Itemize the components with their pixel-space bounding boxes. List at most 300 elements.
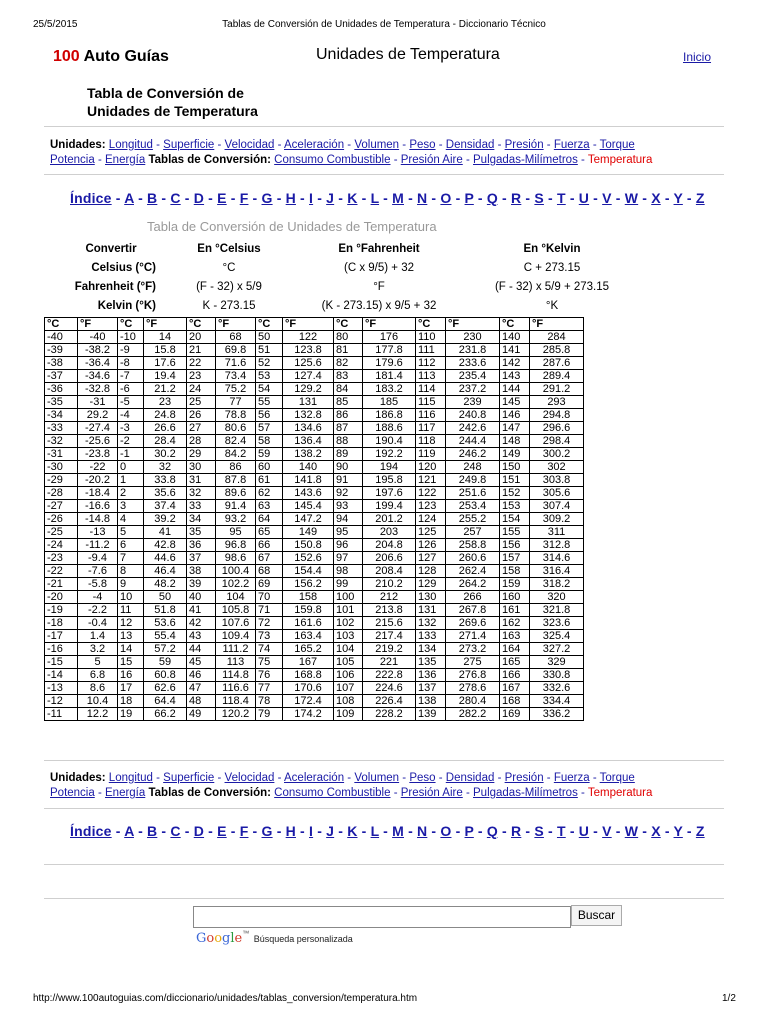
column-header: °C — [45, 318, 78, 331]
table-cell: 294.8 — [530, 409, 584, 422]
table-cell: 145 — [500, 396, 530, 409]
table-cell: 152.6 — [283, 552, 334, 565]
unit-link[interactable]: Densidad — [445, 139, 495, 151]
letter-link[interactable]: O — [440, 190, 452, 206]
table-cell: 2 — [118, 487, 144, 500]
separator: - — [565, 823, 579, 839]
formula-row — [66, 258, 648, 277]
table-row — [45, 526, 584, 539]
table-cell: 255.2 — [446, 513, 500, 526]
table-cell: -36 — [45, 383, 78, 396]
table-cell: 30 — [187, 461, 216, 474]
table-cell: 88 — [334, 435, 363, 448]
letter-link[interactable]: D — [193, 190, 205, 206]
formula-cell: (F - 32) x 5/9 + 273.15 — [494, 280, 610, 293]
letter-link[interactable]: W — [624, 190, 639, 206]
table-cell: 183.2 — [363, 383, 416, 396]
table-cell: 97 — [334, 552, 363, 565]
separator: - — [577, 787, 588, 799]
search-input[interactable] — [193, 906, 571, 928]
table-cell: 314.6 — [530, 552, 584, 565]
separator: - — [152, 139, 164, 151]
print-url: http://www.100autoguias.com/diccionario/unidades/tablas_conversion/temperatura.htm — [33, 993, 418, 1004]
separator: - — [272, 190, 286, 206]
letter-link[interactable]: N — [417, 823, 428, 839]
letter-link[interactable]: J — [326, 823, 335, 839]
table-cell: 87.8 — [216, 474, 256, 487]
tm-mark: ™ — [242, 930, 250, 938]
table-link[interactable]: Presión Aire — [400, 154, 463, 166]
table-cell: 34 — [187, 513, 216, 526]
table-cell: 106 — [334, 669, 363, 682]
unit-link[interactable]: Peso — [409, 772, 436, 784]
table-cell: 12 — [118, 617, 144, 630]
table-cell: 142 — [500, 357, 530, 370]
separator: - — [248, 190, 262, 206]
table-cell: 75.2 — [216, 383, 256, 396]
separator: - — [451, 823, 465, 839]
letter-link[interactable]: M — [392, 823, 404, 839]
separator: - — [94, 787, 105, 799]
unit-link[interactable]: Torque — [599, 772, 635, 784]
table-cell: 137 — [416, 682, 446, 695]
letter-link[interactable]: X — [651, 823, 661, 839]
table-cell: 29 — [187, 448, 216, 461]
table-cell: 6.8 — [78, 669, 118, 682]
letter-link[interactable]: V — [602, 190, 612, 206]
table-row — [45, 656, 584, 669]
table-cell: 100 — [334, 591, 363, 604]
table-cell: 140 — [283, 461, 334, 474]
separator: - — [435, 139, 446, 151]
alphabet-nav-bottom — [70, 823, 705, 839]
table-cell: 15.8 — [144, 344, 187, 357]
table-cell: 291.2 — [530, 383, 584, 396]
table-cell: -0.4 — [78, 617, 118, 630]
separator: - — [473, 190, 487, 206]
formula-cell: (C x 9/5) + 32 — [344, 261, 414, 274]
separator: - — [403, 823, 418, 839]
formula-cell: Fahrenheit (°F) — [74, 280, 156, 293]
index-link[interactable]: Índice — [70, 190, 112, 206]
table-cell: 68 — [216, 331, 256, 344]
table-cell: 103 — [334, 630, 363, 643]
unit-link[interactable]: Superficie — [163, 139, 215, 151]
table-cell: 136.4 — [283, 435, 334, 448]
table-cell: 179.6 — [363, 357, 416, 370]
letter-link[interactable]: E — [217, 190, 227, 206]
table-row — [45, 448, 584, 461]
table-cell: 107 — [334, 682, 363, 695]
unit-link[interactable]: Aceleración — [284, 139, 345, 151]
unit-link[interactable]: Presión — [504, 772, 544, 784]
units-nav-top — [50, 138, 730, 168]
separator: - — [462, 787, 473, 799]
table-cell: 239 — [446, 396, 500, 409]
letter-link[interactable]: I — [309, 190, 314, 206]
letter-link[interactable]: H — [285, 190, 296, 206]
table-cell: 66 — [256, 539, 283, 552]
letter-link[interactable]: Q — [486, 823, 498, 839]
table-link[interactable]: Consumo Combustible — [274, 154, 391, 166]
unit-link[interactable]: Longitud — [108, 772, 153, 784]
unit-link[interactable]: Longitud — [108, 139, 153, 151]
column-header: °F — [446, 318, 500, 331]
table-cell: -11.2 — [78, 539, 118, 552]
separator: - — [379, 823, 393, 839]
table-cell: 316.4 — [530, 565, 584, 578]
table-cell: 11 — [118, 604, 144, 617]
print-date: 25/5/2015 — [33, 19, 78, 30]
unit-link[interactable]: Fuerza — [553, 772, 590, 784]
separator: - — [152, 772, 164, 784]
table-cell: -14 — [45, 669, 78, 682]
letter-link[interactable]: Y — [673, 190, 683, 206]
letter-link[interactable]: J — [326, 190, 335, 206]
home-link[interactable]: Inicio — [683, 50, 712, 64]
unit-link[interactable]: Volumen — [354, 139, 400, 151]
separator: - — [133, 190, 148, 206]
table-cell: 147.2 — [283, 513, 334, 526]
table-cell: 122 — [416, 487, 446, 500]
table-cell: 1.4 — [78, 630, 118, 643]
letter-link[interactable]: Z — [695, 823, 705, 839]
table-cell: 17 — [118, 682, 144, 695]
table-cell: 237.2 — [446, 383, 500, 396]
letter-link[interactable]: U — [578, 823, 590, 839]
table-cell: -26 — [45, 513, 78, 526]
letter-link[interactable]: L — [370, 823, 380, 839]
letter-link[interactable]: F — [239, 823, 249, 839]
section-heading — [87, 84, 258, 120]
letter-link[interactable]: E — [217, 823, 227, 839]
table-cell: 158 — [283, 591, 334, 604]
table-cell: 94 — [334, 513, 363, 526]
table-cell: 5 — [118, 526, 144, 539]
table-cell: 70 — [256, 591, 283, 604]
formula-header-cell: En °Fahrenheit — [338, 242, 420, 255]
separator: - — [589, 772, 600, 784]
separator: - — [180, 823, 194, 839]
table-row — [45, 630, 584, 643]
unit-link[interactable]: Velocidad — [224, 772, 275, 784]
separator: - — [214, 139, 225, 151]
letter-link[interactable]: I — [309, 823, 314, 839]
table-cell: 327.2 — [530, 643, 584, 656]
table-cell: 89 — [334, 448, 363, 461]
formula-cell: °F — [373, 280, 385, 293]
table-cell: 9 — [118, 578, 144, 591]
table-cell: 156 — [500, 539, 530, 552]
table-cell: 35 — [187, 526, 216, 539]
column-header: °C — [118, 318, 144, 331]
table-link[interactable]: Consumo Combustible — [274, 787, 391, 799]
table-cell: 30.2 — [144, 448, 187, 461]
custom-search-label: Búsqueda personalizada — [253, 934, 353, 944]
table-row — [45, 643, 584, 656]
table-cell: 8.6 — [78, 682, 118, 695]
table-cell: 123 — [416, 500, 446, 513]
table-cell: 41 — [144, 526, 187, 539]
table-cell: -22 — [45, 565, 78, 578]
table-cell: 302 — [530, 461, 584, 474]
table-cell: 129 — [416, 578, 446, 591]
table-cell: -9 — [118, 344, 144, 357]
letter-link[interactable]: L — [370, 190, 380, 206]
table-cell: 83 — [334, 370, 363, 383]
table-cell: 39.2 — [144, 513, 187, 526]
letter-link[interactable]: P — [464, 190, 474, 206]
table-cell: -34.6 — [78, 370, 118, 383]
letter-link[interactable]: N — [417, 190, 428, 206]
separator: - — [638, 190, 652, 206]
table-row — [45, 708, 584, 721]
letter-link[interactable]: G — [261, 190, 273, 206]
table-cell: -20.2 — [78, 474, 118, 487]
table-cell: 177.8 — [363, 344, 416, 357]
table-cell: 69.8 — [216, 344, 256, 357]
table-cell: 141.8 — [283, 474, 334, 487]
formula-row — [66, 296, 648, 315]
table-cell: 48 — [187, 695, 216, 708]
table-cell: 127.4 — [283, 370, 334, 383]
letter-link[interactable]: K — [347, 823, 358, 839]
letter-link[interactable]: C — [170, 823, 181, 839]
table-cell: 51.8 — [144, 604, 187, 617]
table-cell: 60.8 — [144, 669, 187, 682]
letter-link[interactable]: P — [464, 823, 474, 839]
table-cell: 59 — [144, 656, 187, 669]
unit-link[interactable]: Energía — [105, 787, 146, 799]
table-cell: 125 — [416, 526, 446, 539]
table-cell: 7 — [118, 552, 144, 565]
column-header: °F — [363, 318, 416, 331]
table-cell: 28.4 — [144, 435, 187, 448]
units-label: Unidades: — [50, 139, 106, 151]
separator: - — [682, 190, 696, 206]
table-cell: -31 — [45, 448, 78, 461]
separator: - — [682, 823, 696, 839]
table-cell: 260.6 — [446, 552, 500, 565]
letter-link[interactable]: W — [624, 823, 639, 839]
separator: - — [248, 823, 262, 839]
unit-link[interactable]: Superficie — [163, 772, 215, 784]
unit-link[interactable]: Potencia — [50, 154, 95, 166]
letter-link[interactable]: F — [239, 190, 249, 206]
unit-link[interactable]: Volumen — [354, 772, 400, 784]
table-cell: 153 — [500, 500, 530, 513]
table-cell: 230 — [446, 331, 500, 344]
letter-link[interactable]: Q — [486, 190, 498, 206]
formula-cell: (K - 273.15) x 9/5 + 32 — [321, 299, 437, 312]
table-cell: 68 — [256, 565, 283, 578]
unit-link[interactable]: Presión — [504, 139, 544, 151]
table-cell: 282.2 — [446, 708, 500, 721]
unit-link[interactable]: Torque — [599, 139, 635, 151]
table-cell: 228.2 — [363, 708, 416, 721]
table-cell: 300.2 — [530, 448, 584, 461]
site-logo[interactable] — [53, 48, 169, 66]
table-cell: 242.6 — [446, 422, 500, 435]
letter-link[interactable]: M — [392, 190, 404, 206]
letter-link[interactable]: B — [147, 823, 158, 839]
unit-link[interactable]: Fuerza — [553, 139, 590, 151]
table-cell: 92 — [334, 487, 363, 500]
table-cell: -38.2 — [78, 344, 118, 357]
letter-link[interactable]: X — [651, 190, 661, 206]
units-label: Unidades: — [50, 772, 106, 784]
table-cell: -20 — [45, 591, 78, 604]
letter-link[interactable]: S — [534, 190, 544, 206]
letter-link[interactable]: A — [124, 190, 134, 206]
table-cell: 213.8 — [363, 604, 416, 617]
divider — [44, 808, 724, 809]
table-cell: -32 — [45, 435, 78, 448]
table-cell: 14 — [144, 331, 187, 344]
table-cell: 57 — [256, 422, 283, 435]
temperature-data-table — [44, 317, 584, 721]
table-link[interactable]: Presión Aire — [400, 787, 463, 799]
table-cell: 131 — [416, 604, 446, 617]
table-cell: 144 — [500, 383, 530, 396]
separator: - — [497, 823, 512, 839]
table-cell: 21 — [187, 344, 216, 357]
unit-link[interactable]: Peso — [409, 139, 436, 151]
separator: - — [344, 772, 355, 784]
letter-link[interactable]: O — [440, 823, 452, 839]
separator: - — [399, 772, 410, 784]
table-cell: 119 — [416, 448, 446, 461]
table-cell: 165 — [500, 656, 530, 669]
table-cell: 32 — [144, 461, 187, 474]
table-cell: 154.4 — [283, 565, 334, 578]
tables-label: Tablas de Conversión: — [148, 787, 271, 799]
table-row — [45, 539, 584, 552]
table-cell: 134 — [416, 643, 446, 656]
table-cell: 262.4 — [446, 565, 500, 578]
column-header: °F — [530, 318, 584, 331]
table-cell: 10 — [118, 591, 144, 604]
letter-link[interactable]: C — [170, 190, 181, 206]
table-link[interactable]: Pulgadas-Milímetros — [473, 154, 578, 166]
letter-link[interactable]: V — [602, 823, 612, 839]
table-cell: 139 — [416, 708, 446, 721]
letter-link[interactable]: R — [511, 190, 522, 206]
letter-link[interactable]: D — [193, 823, 205, 839]
table-cell: 10.4 — [78, 695, 118, 708]
table-cell: 117 — [416, 422, 446, 435]
table-cell: 75 — [256, 656, 283, 669]
letter-link[interactable]: S — [534, 823, 544, 839]
table-cell: 135 — [416, 656, 446, 669]
table-cell: 160 — [500, 591, 530, 604]
table-cell: -14.8 — [78, 513, 118, 526]
table-row — [45, 435, 584, 448]
table-cell: 64.4 — [144, 695, 187, 708]
letter-link[interactable]: T — [556, 190, 566, 206]
letter-link[interactable]: Z — [695, 190, 705, 206]
table-cell: 284 — [530, 331, 584, 344]
table-cell: 334.4 — [530, 695, 584, 708]
search-button[interactable]: Buscar — [571, 905, 622, 926]
table-cell: 23 — [144, 396, 187, 409]
table-cell: 90 — [334, 461, 363, 474]
units-nav-bottom — [50, 771, 730, 801]
table-cell: 249.8 — [446, 474, 500, 487]
separator: - — [226, 823, 240, 839]
letter-link[interactable]: U — [578, 190, 590, 206]
table-row — [45, 552, 584, 565]
table-cell: 161 — [500, 604, 530, 617]
table-cell: 109 — [334, 708, 363, 721]
table-cell: -37 — [45, 370, 78, 383]
table-cell: 174.2 — [283, 708, 334, 721]
table-cell: -6 — [118, 383, 144, 396]
letter-link[interactable]: K — [347, 190, 358, 206]
table-cell: 99 — [334, 578, 363, 591]
table-cell: 149 — [500, 448, 530, 461]
table-cell: 62.6 — [144, 682, 187, 695]
letter-link[interactable]: T — [556, 823, 566, 839]
table-cell: 98.6 — [216, 552, 256, 565]
index-link[interactable]: Índice — [70, 823, 112, 839]
table-cell: 93 — [334, 500, 363, 513]
table-cell: 176 — [363, 331, 416, 344]
heading-line-2: Unidades de Temperatura — [87, 103, 258, 119]
table-cell: 50 — [256, 331, 283, 344]
column-header: °C — [500, 318, 530, 331]
table-link[interactable]: Pulgadas-Milímetros — [473, 787, 578, 799]
letter-link[interactable]: A — [124, 823, 134, 839]
table-cell: -16.6 — [78, 500, 118, 513]
table-row — [45, 669, 584, 682]
unit-link[interactable]: Aceleración — [284, 772, 345, 784]
table-cell: 4 — [118, 513, 144, 526]
divider — [44, 760, 724, 761]
letter-link[interactable]: R — [511, 823, 522, 839]
table-cell: 159.8 — [283, 604, 334, 617]
formula-header-cell: En °Kelvin — [523, 242, 581, 255]
separator: - — [111, 823, 125, 839]
letter-link[interactable]: Y — [673, 823, 683, 839]
table-row — [45, 396, 584, 409]
table-cell: 24 — [187, 383, 216, 396]
separator: - — [357, 823, 371, 839]
table-cell: -35 — [45, 396, 78, 409]
table-row — [45, 578, 584, 591]
table-row — [45, 682, 584, 695]
table-cell: 44.6 — [144, 552, 187, 565]
table-row — [45, 344, 584, 357]
unit-link[interactable]: Potencia — [50, 787, 95, 799]
table-cell: -27.4 — [78, 422, 118, 435]
table-cell: 59 — [256, 448, 283, 461]
table-cell: 17.6 — [144, 357, 187, 370]
table-cell: 47 — [187, 682, 216, 695]
unit-link[interactable]: Velocidad — [224, 139, 275, 151]
letter-link[interactable]: H — [285, 823, 296, 839]
separator: - — [462, 154, 473, 166]
table-cell: 6 — [118, 539, 144, 552]
letter-link[interactable]: B — [147, 190, 158, 206]
unit-link[interactable]: Energía — [105, 154, 146, 166]
table-cell: 133 — [416, 630, 446, 643]
unit-link[interactable]: Densidad — [445, 772, 495, 784]
table-cell: 251.6 — [446, 487, 500, 500]
table-cell: 159 — [500, 578, 530, 591]
letter-link[interactable]: G — [261, 823, 273, 839]
table-cell: 98 — [334, 565, 363, 578]
